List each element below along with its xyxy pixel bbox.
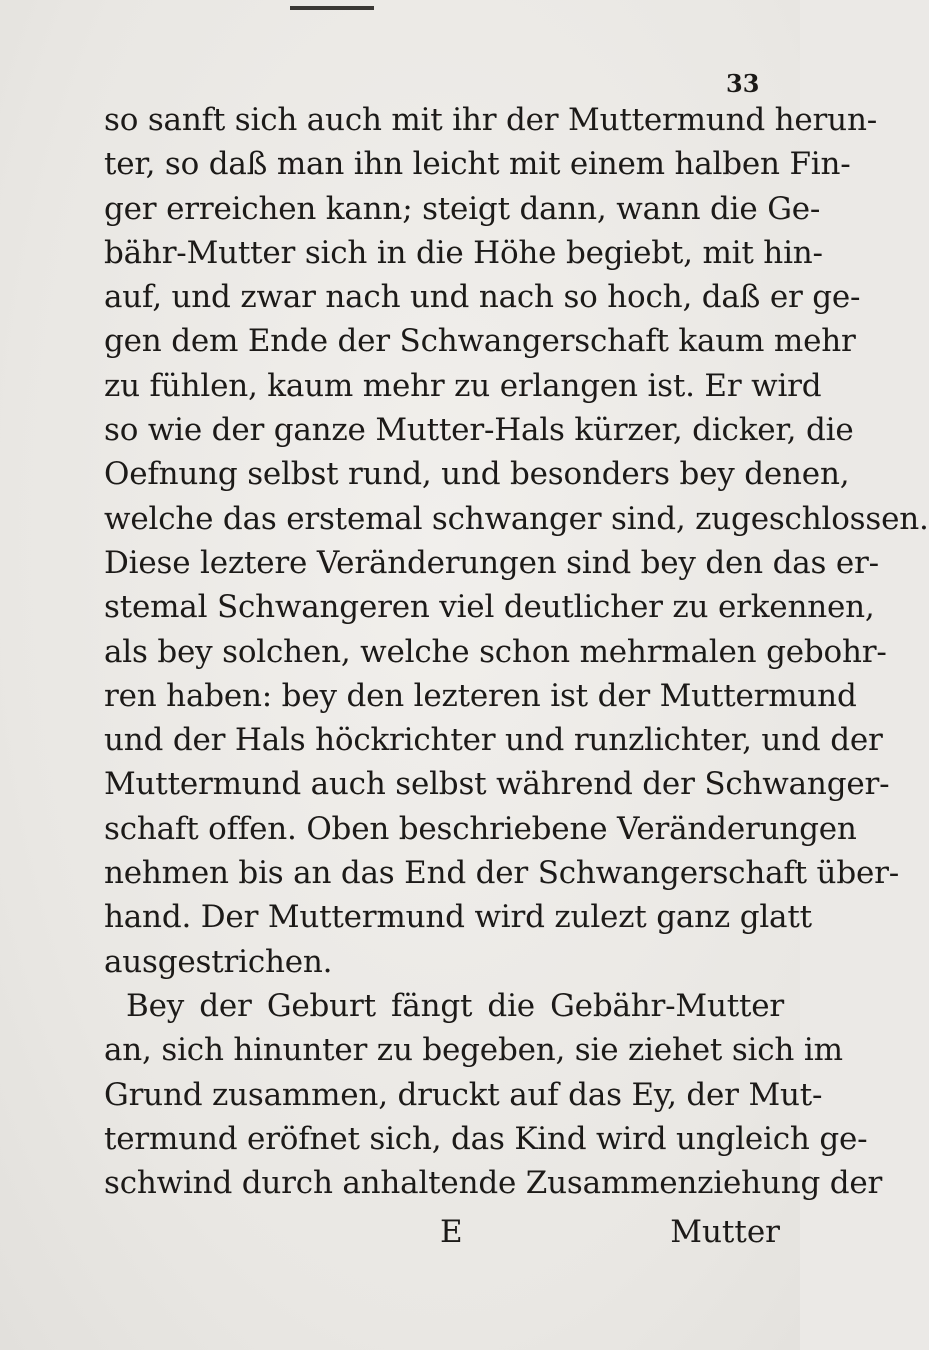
text-line: zu fühlen, kaum mehr zu erlangen ist. Er wird <box>104 367 822 404</box>
text-line: bähr-Mutter sich in die Höhe begiebt, mit hin- <box>104 234 823 271</box>
text-line: ausgestrichen. <box>104 943 333 980</box>
text-body <box>104 98 929 1205</box>
text-line: und der Hals höckrichter und runzlichter, und der <box>104 722 883 759</box>
paragraph-start-line: Bey der Geburt fängt die Gebähr-Mutter <box>126 987 784 1024</box>
text-line: gen dem Ende der Schwangerschaft kaum mehr <box>104 323 856 360</box>
text-line: stemal Schwangeren viel deutlicher zu erkennen, <box>104 589 875 626</box>
text-line: Muttermund auch selbst während der Schwanger- <box>104 766 890 803</box>
text-line: Diese leztere Veränderungen sind bey den das er- <box>104 544 879 581</box>
text-line: auf, und zwar nach und nach so hoch, daß er ge- <box>104 279 861 316</box>
text-line: schwind durch anhaltende Zusammenziehung der <box>104 1165 883 1202</box>
page-number: 33 <box>726 69 760 98</box>
text-line: Grund zusammen, druckt auf das Ey, der Mut- <box>104 1076 823 1113</box>
text-line: so sanft sich auch mit ihr der Muttermund herun- <box>104 102 877 138</box>
text-line: nehmen bis an das End der Schwangerschaft über- <box>104 855 900 892</box>
catchword: Mutter <box>670 1214 780 1250</box>
text-line: schaft offen. Oben beschriebene Veränderungen <box>104 810 857 847</box>
page-footer <box>104 1210 784 1254</box>
text-line: als bey solchen, welche schon mehrmalen gebohr- <box>104 633 887 670</box>
top-rule-divider <box>290 6 374 10</box>
text-line: Oefnung selbst rund, und besonders bey denen, <box>104 456 850 493</box>
text-line: termund eröfnet sich, das Kind wird ungleich ge- <box>104 1120 868 1157</box>
text-line: an, sich hinunter zu begeben, sie ziehet sich im <box>104 1032 843 1069</box>
signature-mark: E <box>440 1214 463 1250</box>
text-line: welche das erstemal schwanger sind, zugeschlossen. <box>104 500 929 537</box>
text-line: ren haben: bey den lezteren ist der Muttermund <box>104 677 857 714</box>
text-line: so wie der ganze Mutter-Hals kürzer, dicker, die <box>104 412 854 449</box>
text-line: hand. Der Muttermund wird zulezt ganz glatt <box>104 899 812 936</box>
text-line: ger erreichen kann; steigt dann, wann die Ge- <box>104 190 821 227</box>
text-line: ter, so daß man ihn leicht mit einem halben Fin- <box>104 146 851 183</box>
